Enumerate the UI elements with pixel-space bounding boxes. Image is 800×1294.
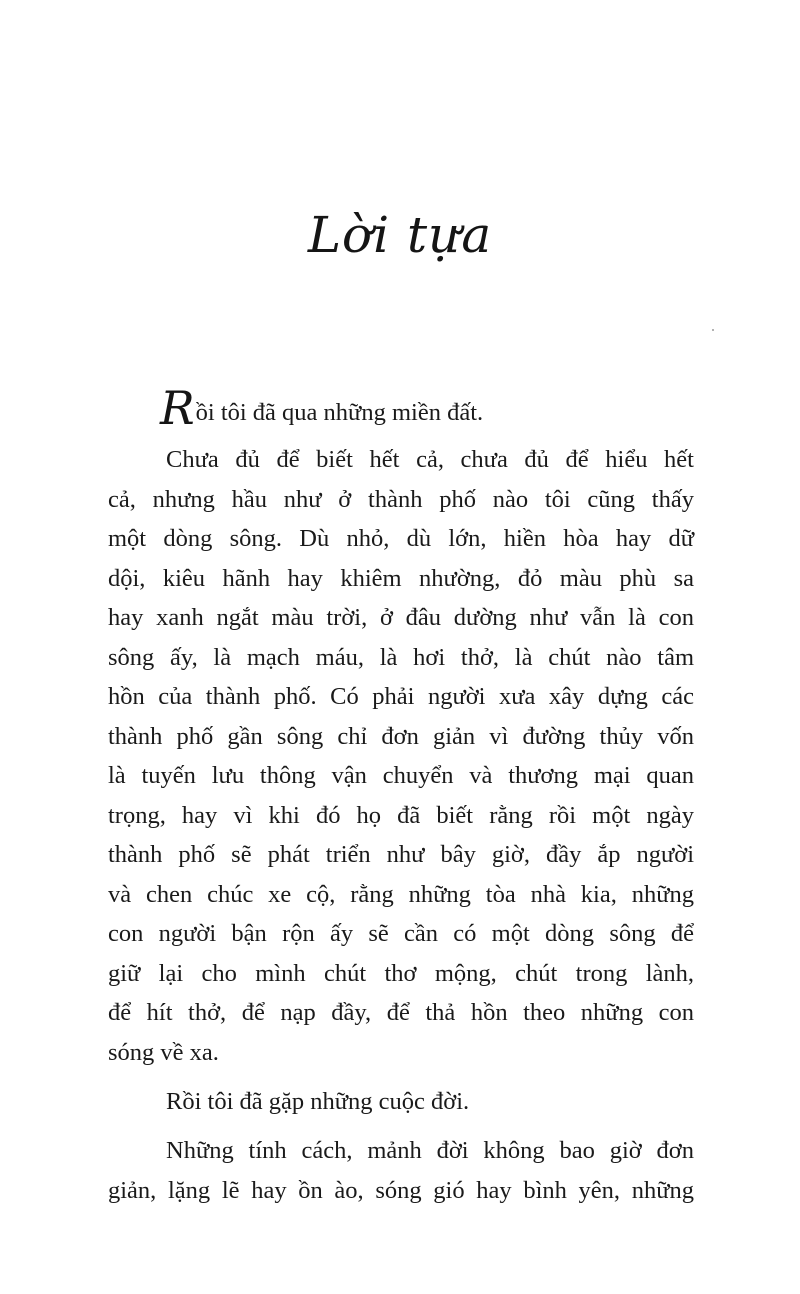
text-line: cả, nhưng hầu như ở thành phố nào tôi cũng thấy [108, 486, 694, 513]
text-line: giữ lại cho mình chút thơ mộng, chút trong lành, [108, 960, 694, 987]
opening-line-text: ồi tôi đã qua những miền đất. [195, 399, 484, 426]
text-line: hay xanh ngắt màu trời, ở đâu dường như vẫn là con [108, 604, 694, 631]
text-line: Rồi tôi đã gặp những cuộc đời. [166, 1088, 470, 1115]
page-speck [712, 329, 714, 331]
text-line: Những tính cách, mảnh đời không bao giờ đơn [166, 1137, 694, 1164]
chapter-title: Lời tựa [307, 206, 493, 264]
text-line: sông ấy, là mạch máu, là hơi thở, là chút nào tâm [108, 644, 694, 671]
text-line: Chưa đủ để biết hết cả, chưa đủ để hiểu hết [166, 446, 694, 473]
text-line: hồn của thành phố. Có phải người xưa xây dựng các [108, 683, 694, 710]
text-line: trọng, hay vì khi đó họ đã biết rằng rồi một ngày [108, 802, 694, 829]
drop-cap: R [160, 381, 195, 435]
text-line: con người bận rộn ấy sẽ cần có một dòng sông để [108, 920, 694, 947]
text-line: là tuyến lưu thông vận chuyển và thương mại quan [108, 762, 694, 789]
text-line: thành phố sẽ phát triển như bây giờ, đầy ắp người [108, 841, 694, 868]
text-line: thành phố gần sông chỉ đơn giản vì đường thủy vốn [108, 723, 694, 750]
opening-line [160, 381, 484, 435]
text-line: một dòng sông. Dù nhỏ, dù lớn, hiền hòa hay dữ [108, 525, 694, 552]
text-line: để hít thở, để nạp đầy, để thả hồn theo những con [108, 999, 694, 1026]
text-line: sóng về xa. [108, 1039, 219, 1066]
text-line: dội, kiêu hãnh hay khiêm nhường, đỏ màu phù sa [108, 565, 694, 592]
text-line: giản, lặng lẽ hay ồn ào, sóng gió hay bình yên, những [108, 1177, 694, 1204]
text-line: và chen chúc xe cộ, rằng những tòa nhà kia, những [108, 881, 694, 908]
